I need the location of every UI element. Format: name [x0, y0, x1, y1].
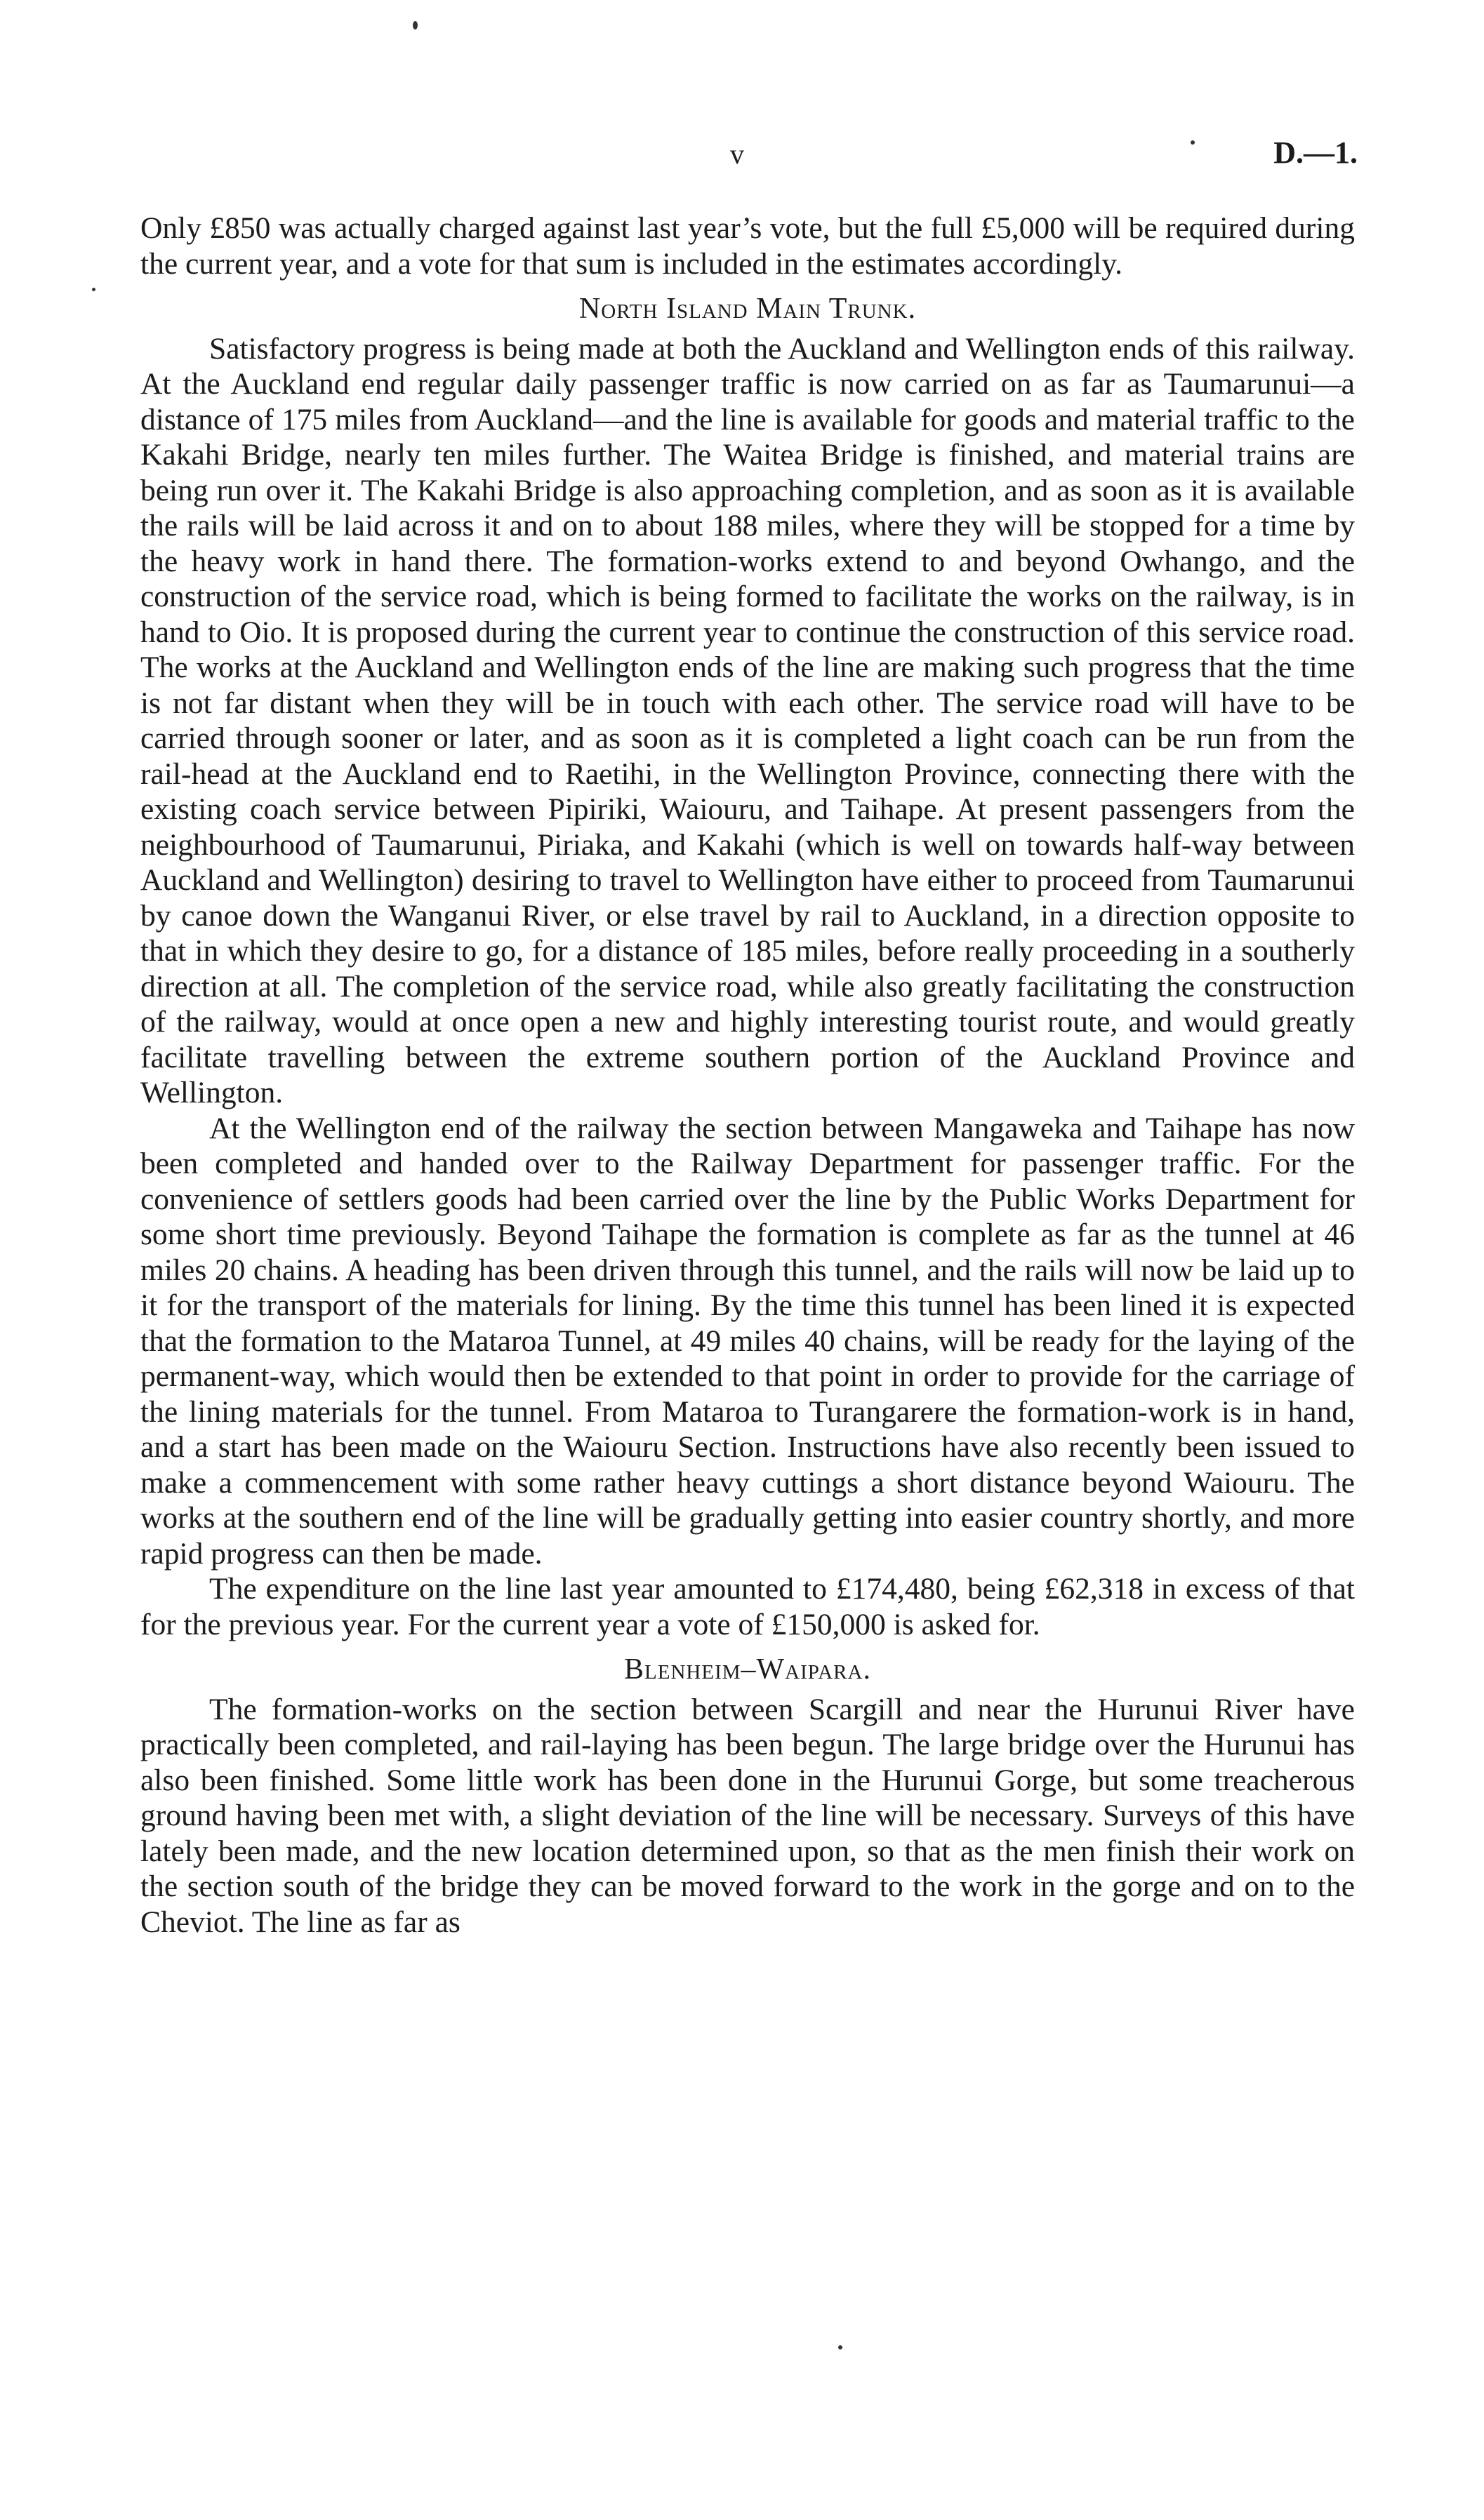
section-heading-blenheim-waipara: Blenheim–Waipara. — [624, 1653, 871, 1686]
body-paragraph: Satisfactory progress is being made at both the Auckland and Wellington ends of this railway. At the Auckland end regular daily passenger traffic is now carried on as far as Taumarunui—a distance of 175 miles from Auckland—and the line is available for goods and material traffic to the Kakahi Bridge, nearly ten miles further. The Waitea Bridge is finished, and material trains are being run over it. The Kakahi Bridge is also approaching completion, and as soon as it is available the rails will be laid across it and on to about 188 miles, where they will be stopped for a time by the heavy work in hand there. The formation-works extend to and beyond Owhango, and the construction of the service road, which is being formed to facilitate the works on the railway, is in hand to Oio. It is proposed during the current year to continue the construction of this service road. The works at the Auckland and Wellington ends of the line are making such progress that the time is not far distant when they will be in touch with each other. The service road will have to be carried through sooner or later, and as soon as it is completed a light coach can be run from the rail-head at the Auckland end to Raetihi, in the Wellington Province, connecting there with the existing coach service between Pipiriki, Waiouru, and Taihape. At present passengers from the neighbourhood of Taumarunui, Piriaka, and Kakahi (which is well on towards half-way between Auckland and Wellington) desiring to travel to Wellington have either to proceed from Taumarunui by canoe down the Wanganui River, or else travel by rail to Auckland, in a direction opposite to that in which they desire to go, for a distance of 185 miles, before really proceeding in a southerly direction at all. The completion of the service road, while also greatly facilitating the construction of the railway, would at once open a new and highly interesting tourist route, and would greatly facilitate travelling between the extreme southern portion of the Auckland Province and Wellington. — [140, 331, 1355, 1109]
print-speck — [1191, 140, 1195, 145]
body-paragraph: At the Wellington end of the railway the section between Mangaweka and Taihape has now been completed and handed over to the Railway Department for passenger traffic. For the convenience of settlers goods had been carried over the line by the Public Works Department for some short time previously. Beyond Taihape the formation is complete as far as the tunnel at 46 miles 20 chains. A heading has been driven through this tunnel, and the rails will now be laid up to it for the transport of the materials for lining. By the time this tunnel has been lined it is expected that the formation to the Mataroa Tunnel, at 49 miles 40 chains, will be ready for the laying of the permanent-way, which would then be extended to that point in order to provide for the carriage of the lining materials for the tunnel. From Mataroa to Turangarere the formation-work is in hand, and a start has been made on the Waiouru Section. Instructions have also recently been issued to make a commencement with some rather heavy cuttings a short distance beyond Waiouru. The works at the southern end of the line will be gradually getting into easier country shortly, and more rapid progress can then be made. — [140, 1111, 1355, 1571]
body-paragraph: The formation-works on the section between Scargill and near the Hurunui River have practically been completed, and rail-laying has been begun. The large bridge over the Hurunui has also been finished. Some little work has been done in the Hurunui Gorge, but some treacherous ground having been met with, a slight deviation of the line will be necessary. Surveys of this have lately been made, and the new location determined upon, so that as the men finish their work on the section south of the bridge they can be moved forward to the work in the gorge and on to the Cheviot. The line as far as — [140, 1692, 1355, 1939]
intro-paragraph: Only £850 was actually charged against last year’s vote, but the full £5,000 will be required during the current year, and a vote for that sum is included in the estimates accordingly. — [140, 211, 1355, 281]
body-paragraph: The expenditure on the line last year amounted to £174,480, being £62,318 in excess of that for the previous year. For the current year a vote of £150,000 is asked for. — [140, 1572, 1355, 1641]
page-number: v — [730, 138, 745, 170]
page-header — [0, 135, 1484, 180]
document-reference: D.—1. — [1273, 135, 1358, 170]
print-speck — [92, 288, 95, 291]
print-speck — [838, 2345, 842, 2349]
page-body — [140, 211, 1355, 1940]
print-speck — [413, 21, 418, 29]
section-heading-north-island-main-trunk: North Island Main Trunk. — [578, 293, 917, 325]
